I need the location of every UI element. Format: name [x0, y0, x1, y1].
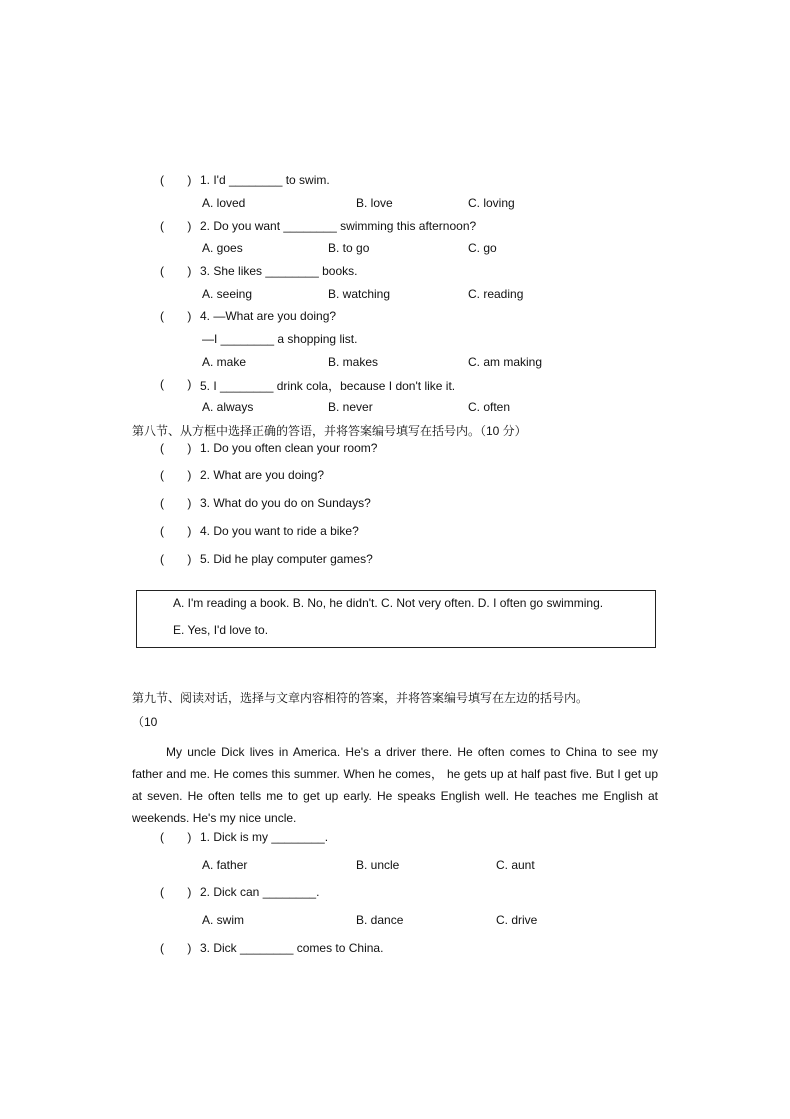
option-c: C. am making — [468, 355, 543, 369]
answer-paren[interactable]: ( ) — [160, 309, 192, 323]
answer-paren[interactable]: ( ) — [160, 468, 192, 482]
question-stem: 4. Do you want to ride a bike? — [200, 524, 359, 538]
option-a: A. loved — [202, 196, 246, 210]
answer-paren[interactable]: ( ) — [160, 941, 192, 955]
question-stem-line2: —I ________ a shopping list. — [202, 332, 358, 346]
answer-paren[interactable]: ( ) — [160, 377, 192, 391]
option-b: B. makes — [328, 355, 379, 369]
question-stem: 1. I'd ________ to swim. — [200, 173, 330, 187]
option-a: A. make — [202, 355, 247, 369]
answer-box-line2: E. Yes, I'd love to. — [173, 623, 269, 637]
answer-paren[interactable]: ( ) — [160, 552, 192, 566]
reading-passage — [132, 741, 658, 829]
answer-paren[interactable]: ( ) — [160, 496, 192, 510]
option-a: A. goes — [202, 241, 243, 255]
option-c: C. loving — [468, 196, 515, 210]
question-stem: 1. Do you often clean your room? — [200, 441, 378, 455]
question-stem: 2. What are you doing? — [200, 468, 325, 482]
option-b: B. watching — [328, 287, 391, 301]
answer-box-line1: A. I'm reading a book. B. No, he didn't. C. Not very often. D. I often go swimming. — [173, 596, 604, 610]
option-a: A. father — [202, 858, 248, 872]
answer-paren[interactable]: ( ) — [160, 441, 192, 455]
answer-paren[interactable]: ( ) — [160, 830, 192, 844]
answer-paren[interactable]: ( ) — [160, 173, 192, 187]
passage-text: My uncle Dick lives in America. He's a driver there. He often comes to China to see my father and me. He comes this summer. When he comes， he gets up at half past five. But I get up at seven. He often tells me to get up early. He speaks English well. He teaches me English at weekends. He's my nice uncle. — [132, 745, 658, 825]
section-title-points: （10 — [132, 715, 158, 729]
option-b: B. never — [328, 400, 373, 414]
answer-paren[interactable]: ( ) — [160, 524, 192, 538]
question-stem: 1. Dick is my ________. — [200, 830, 329, 844]
question-stem: 2. Do you want ________ swimming this afternoon? — [200, 219, 477, 233]
option-c: C. often — [468, 400, 511, 414]
section-title: 第八节、从方框中选择正确的答语，并将答案编号填写在括号内。（10 分） — [132, 424, 527, 438]
option-b: B. to go — [328, 241, 370, 255]
answer-paren[interactable]: ( ) — [160, 264, 192, 278]
option-c: C. reading — [468, 287, 524, 301]
option-a: A. swim — [202, 913, 244, 927]
option-a: A. always — [202, 400, 254, 414]
answer-paren[interactable]: ( ) — [160, 219, 192, 233]
option-a: A. seeing — [202, 287, 253, 301]
option-b: B. dance — [356, 913, 404, 927]
question-stem: 5. I ________ drink cola，because I don't like it. — [200, 379, 456, 393]
option-c: C. aunt — [496, 858, 535, 872]
answer-paren[interactable]: ( ) — [160, 885, 192, 899]
question-stem: 5. Did he play computer games? — [200, 552, 373, 566]
question-stem: 3. Dick ________ comes to China. — [200, 941, 384, 955]
question-stem: 2. Dick can ________. — [200, 885, 320, 899]
answer-box — [136, 590, 656, 648]
question-stem: 3. What do you do on Sundays? — [200, 496, 371, 510]
question-stem: 4. —What are you doing? — [200, 309, 337, 323]
option-b: B. love — [356, 196, 393, 210]
option-c: C. drive — [496, 913, 538, 927]
option-b: B. uncle — [356, 858, 400, 872]
question-stem: 3. She likes ________ books. — [200, 264, 358, 278]
option-c: C. go — [468, 241, 497, 255]
section-title: 第九节、阅读对话，选择与文章内容相符的答案，并将答案编号填写在左边的括号内。 — [132, 691, 589, 705]
